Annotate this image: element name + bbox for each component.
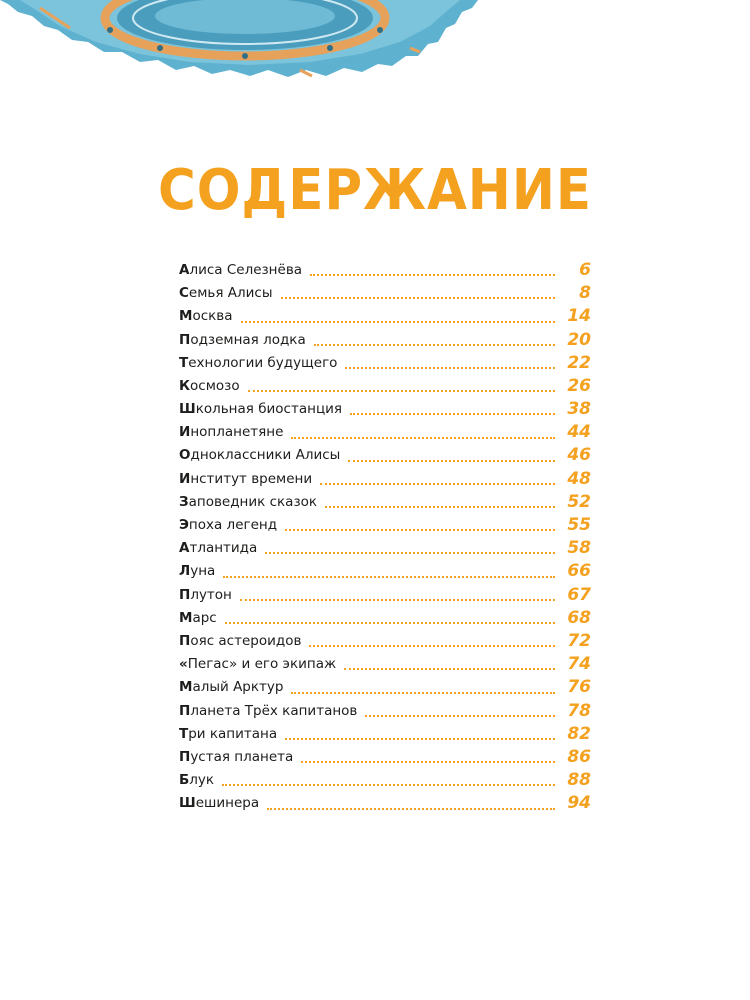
dot-leader xyxy=(309,645,555,647)
toc-entry xyxy=(179,769,591,792)
toc-entry-rest: ояс астероидов xyxy=(190,632,302,649)
toc-entry-rest: тлантида xyxy=(189,540,258,557)
dot-leader xyxy=(267,808,555,810)
toc-entry-title xyxy=(179,491,317,514)
toc-entry-initial: З xyxy=(179,493,189,510)
toc-entry-title xyxy=(179,792,259,815)
toc-entry xyxy=(179,375,591,398)
toc-entry-page-number: 88 xyxy=(567,770,591,791)
toc-entry-rest: Пегас» и его экипаж xyxy=(187,656,337,673)
dot-leader xyxy=(291,692,555,694)
toc-entry xyxy=(179,491,591,514)
toc-entry-title xyxy=(179,676,283,699)
dot-leader xyxy=(240,599,555,601)
toc-entry-initial: А xyxy=(179,540,190,557)
table-of-contents xyxy=(179,259,591,816)
toc-entry-title xyxy=(179,630,301,653)
toc-entry-title xyxy=(179,584,232,607)
dot-leader xyxy=(320,483,555,485)
toc-entry-page-number: 72 xyxy=(567,630,591,651)
toc-entry-page-number: 58 xyxy=(567,538,591,559)
toc-entry-initial: М xyxy=(179,609,193,626)
toc-entry-page-number: 46 xyxy=(567,445,591,466)
toc-entry xyxy=(179,792,591,815)
dot-leader xyxy=(223,576,555,578)
toc-entry-initial: « xyxy=(179,656,188,673)
toc-entry-title xyxy=(179,653,336,676)
dot-leader xyxy=(365,715,555,717)
toc-entry-page-number: 67 xyxy=(567,584,591,605)
toc-entry-rest: осмозо xyxy=(190,377,240,394)
toc-entry-title xyxy=(179,700,357,723)
toc-entry-initial: М xyxy=(179,679,193,696)
dot-leader xyxy=(222,784,555,786)
toc-entry-rest: лук xyxy=(189,772,215,789)
dot-leader xyxy=(348,460,555,462)
toc-entry-page-number: 14 xyxy=(567,306,591,327)
toc-entry-initial: Л xyxy=(179,563,191,580)
toc-entry-title xyxy=(179,259,302,282)
toc-entry-title xyxy=(179,514,277,537)
toc-entry-initial: И xyxy=(179,424,191,441)
dot-leader xyxy=(285,738,555,740)
toc-entry-page-number: 52 xyxy=(567,491,591,512)
dot-leader xyxy=(225,622,555,624)
toc-entry-rest: лиса Селезнёва xyxy=(189,261,303,278)
toc-entry-page-number: 74 xyxy=(567,654,591,675)
toc-entry-rest: аповедник сказок xyxy=(188,493,318,510)
toc-entry-page-number: 86 xyxy=(567,746,591,767)
toc-entry-title xyxy=(179,282,273,305)
toc-entry xyxy=(179,282,591,305)
dot-leader xyxy=(325,506,555,508)
toc-entry-page-number: 94 xyxy=(567,793,591,814)
toc-entry-rest: ешинера xyxy=(195,795,260,812)
toc-entry-title xyxy=(179,352,337,375)
toc-entry xyxy=(179,630,591,653)
toc-entry-rest: кольная биостанция xyxy=(195,401,343,418)
toc-entry xyxy=(179,560,591,583)
toc-entry-rest: ланета Трёх капитанов xyxy=(190,702,358,719)
toc-entry-page-number: 6 xyxy=(579,259,591,280)
toc-entry xyxy=(179,653,591,676)
toc-entry-initial: С xyxy=(179,285,189,302)
toc-entry-initial: М xyxy=(179,308,193,325)
toc-entry-title xyxy=(179,769,214,792)
dot-leader xyxy=(265,552,555,554)
toc-entry-rest: лутон xyxy=(190,586,232,603)
toc-entry-page-number: 78 xyxy=(567,700,591,721)
toc-entry-title xyxy=(179,421,283,444)
toc-entry-initial: А xyxy=(179,261,190,278)
page-title: СОДЕРЖАНИЕ xyxy=(157,158,593,223)
toc-entry xyxy=(179,514,591,537)
toc-entry xyxy=(179,537,591,560)
toc-entry xyxy=(179,421,591,444)
toc-entry-initial: К xyxy=(179,377,191,394)
toc-entry-title xyxy=(179,305,233,328)
dot-leader xyxy=(345,367,555,369)
toc-entry-rest: уна xyxy=(190,563,216,580)
toc-entry-initial: Б xyxy=(179,772,190,789)
dot-leader xyxy=(248,390,555,392)
toc-entry-initial: П xyxy=(179,748,191,765)
toc-entry-initial: И xyxy=(179,470,191,487)
toc-entry-page-number: 76 xyxy=(567,677,591,698)
dot-leader xyxy=(310,274,555,276)
toc-entry-title xyxy=(179,746,293,769)
toc-entry-title xyxy=(179,444,340,467)
toc-entry-page-number: 20 xyxy=(567,329,591,350)
toc-entry xyxy=(179,329,591,352)
toc-entry xyxy=(179,607,591,630)
toc-entry xyxy=(179,723,591,746)
toc-entry-initial: Т xyxy=(179,354,189,371)
toc-entry-page-number: 44 xyxy=(567,422,591,443)
toc-entry-initial: Э xyxy=(179,517,189,534)
toc-entry-rest: нститут времени xyxy=(190,470,313,487)
toc-entry-initial: О xyxy=(179,447,191,464)
toc-entry xyxy=(179,305,591,328)
toc-entry xyxy=(179,445,591,468)
toc-entry-rest: ри капитана xyxy=(188,725,278,742)
dot-leader xyxy=(301,761,555,763)
toc-entry-rest: осква xyxy=(192,308,233,325)
toc-entry xyxy=(179,352,591,375)
toc-entry xyxy=(179,584,591,607)
toc-entry-rest: ехнологии будущего xyxy=(188,354,338,371)
toc-entry-page-number: 26 xyxy=(567,375,591,396)
toc-entry-initial: П xyxy=(179,331,191,348)
toc-entry-title xyxy=(179,375,240,398)
toc-entry-title xyxy=(179,607,217,630)
toc-entry xyxy=(179,398,591,421)
toc-entry-title xyxy=(179,560,215,583)
toc-entry-rest: устая планета xyxy=(190,748,294,765)
toc-entry-rest: нопланетяне xyxy=(190,424,284,441)
toc-entry-initial: Ш xyxy=(179,401,196,418)
toc-entry-page-number: 66 xyxy=(567,561,591,582)
toc-entry-title xyxy=(179,468,312,491)
toc-entry-rest: алый Арктур xyxy=(192,679,284,696)
porthole-hatch-illustration xyxy=(0,0,480,80)
dot-leader xyxy=(241,321,555,323)
toc-entry-page-number: 8 xyxy=(579,283,591,304)
toc-entry-title xyxy=(179,537,257,560)
dot-leader xyxy=(285,529,555,531)
toc-entry xyxy=(179,746,591,769)
toc-entry-rest: поха легенд xyxy=(188,517,278,534)
toc-entry-page-number: 22 xyxy=(567,352,591,373)
dot-leader xyxy=(344,668,555,670)
toc-entry-title xyxy=(179,398,342,421)
toc-entry xyxy=(179,676,591,699)
toc-entry-page-number: 48 xyxy=(567,468,591,489)
toc-entry xyxy=(179,259,591,282)
toc-entry-page-number: 82 xyxy=(567,723,591,744)
toc-entry-initial: Т xyxy=(179,725,189,742)
toc-entry-initial: П xyxy=(179,586,191,603)
dot-leader xyxy=(291,437,555,439)
toc-entry-page-number: 55 xyxy=(567,515,591,536)
dot-leader xyxy=(314,344,555,346)
toc-entry-rest: арс xyxy=(192,609,217,626)
dot-leader xyxy=(350,413,555,415)
toc-entry-rest: дноклассники Алисы xyxy=(190,447,341,464)
toc-entry-rest: одземная лодка xyxy=(190,331,306,348)
dot-leader xyxy=(281,297,556,299)
toc-entry-title xyxy=(179,329,306,352)
toc-entry-initial: П xyxy=(179,702,191,719)
toc-entry-rest: емья Алисы xyxy=(188,285,273,302)
toc-entry-initial: П xyxy=(179,632,191,649)
toc-entry-page-number: 38 xyxy=(567,399,591,420)
toc-entry-title xyxy=(179,723,277,746)
toc-entry-page-number: 68 xyxy=(567,607,591,628)
toc-entry xyxy=(179,468,591,491)
toc-entry-initial: Ш xyxy=(179,795,196,812)
toc-entry xyxy=(179,700,591,723)
